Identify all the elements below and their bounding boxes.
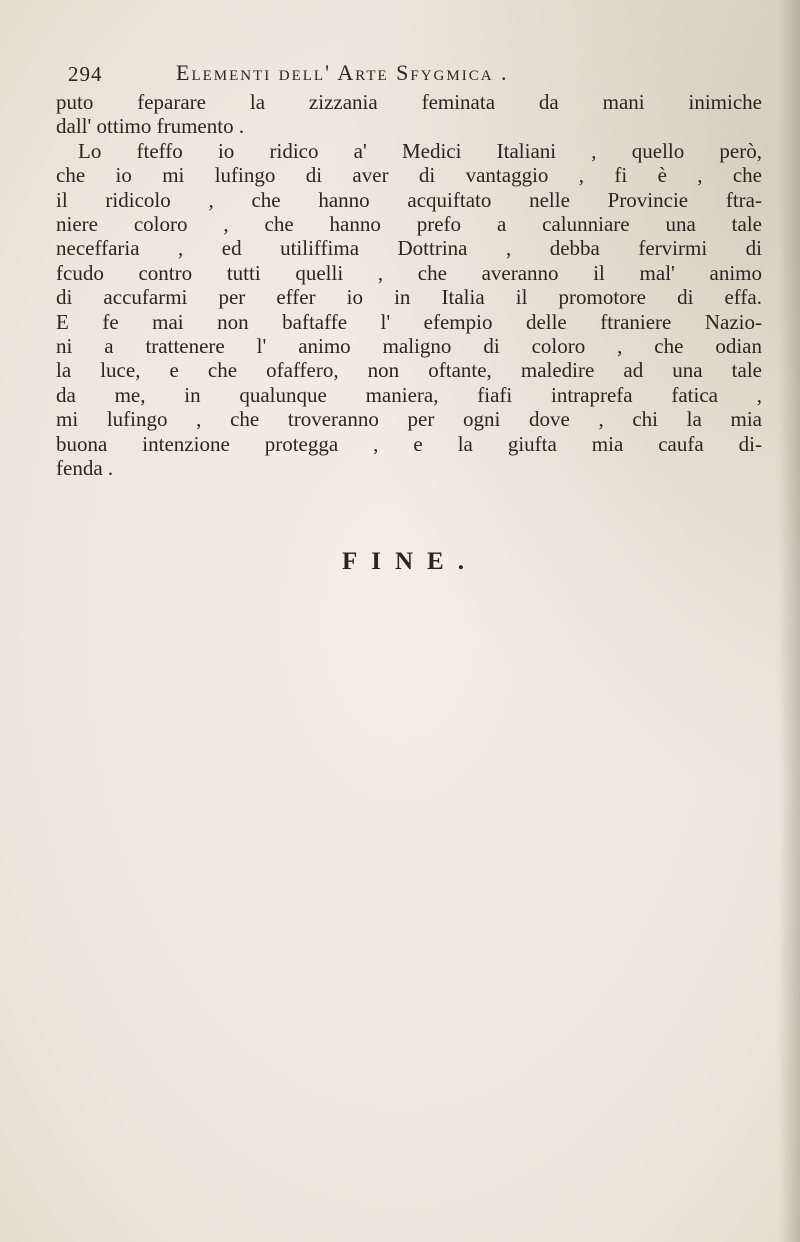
body-text (56, 90, 762, 481)
text-line: fenda . (56, 456, 114, 481)
text-line: il ridicolo , che hanno acquiftato nelle Provincie ftra- (56, 187, 762, 212)
text-line: puto feparare la zizzania feminata da mani inimiche (56, 90, 762, 114)
running-title: Elementi dell' Arte Sfygmica . (176, 60, 509, 85)
page-edge-shadow (778, 0, 800, 1242)
page-number: 294 (68, 62, 103, 86)
text-line: mi lufingo , che troveranno per ogni dove , chi la mia (56, 407, 762, 432)
text-line: neceffaria , ed utiliffima Dottrina , debba fervirmi di (56, 236, 762, 261)
text-line: la luce, e che ofaffero, non oftante, maledire ad una tale (56, 358, 762, 383)
text-line: di accufarmi per effer io in Italia il promotore di effa. (56, 285, 762, 310)
text-line: Lo fteffo io ridico a' Medici Italiani , quello però, (78, 138, 762, 163)
text-line: ni a trattenere l' animo maligno di coloro , che odian (56, 334, 762, 359)
text-line: E fe mai non baftaffe l' efempio delle ftraniere Nazio- (56, 309, 762, 334)
end-mark: FINE. (342, 548, 478, 575)
text-line: buona intenzione protegga , e la giufta mia caufa di- (56, 431, 762, 456)
text-line: che io mi lufingo di aver di vantaggio , fi è , che (56, 163, 762, 188)
text-line: dall' ottimo frumento . (56, 114, 245, 139)
page-header (68, 58, 748, 92)
text-line: fcudo contro tutti quelli , che averanno il mal' animo (56, 260, 762, 285)
text-line: da me, in qualunque maniera, fiafi intraprefa fatica , (56, 382, 762, 407)
text-line: niere coloro , che hanno prefo a calunniare una tale (56, 212, 762, 237)
